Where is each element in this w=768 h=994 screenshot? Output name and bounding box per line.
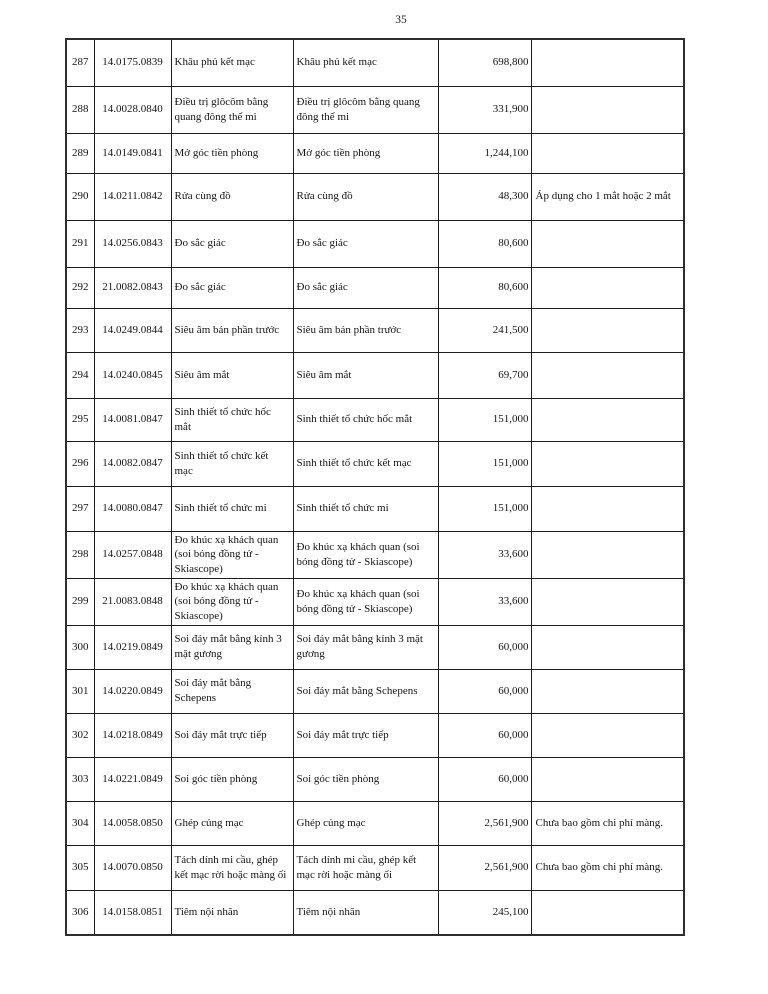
service-name-secondary-cell: Soi đáy mắt bằng kính 3 mặt gương <box>293 625 438 669</box>
price-cell: 151,000 <box>438 486 531 531</box>
service-code-cell: 14.0028.0840 <box>94 86 171 133</box>
price-cell: 60,000 <box>438 757 531 801</box>
table-row <box>66 267 684 308</box>
service-name-secondary-cell: Đo khúc xạ khách quan (soi bóng đồng tử - Skiascope) <box>293 578 438 625</box>
row-number-cell: 304 <box>66 801 94 845</box>
row-number-cell: 301 <box>66 669 94 713</box>
note-cell <box>531 486 684 531</box>
service-code-cell: 14.0220.0849 <box>94 669 171 713</box>
row-number-cell: 288 <box>66 86 94 133</box>
service-code-cell: 14.0256.0843 <box>94 220 171 267</box>
service-name-secondary-cell: Siêu âm bán phần trước <box>293 308 438 352</box>
note-cell <box>531 308 684 352</box>
service-name-secondary-cell: Mở góc tiền phòng <box>293 133 438 173</box>
table-row <box>66 173 684 220</box>
service-name-cell: Soi đáy mắt trực tiếp <box>171 713 293 757</box>
service-code-cell: 14.0257.0848 <box>94 531 171 578</box>
table-row <box>66 669 684 713</box>
service-code-cell: 14.0080.0847 <box>94 486 171 531</box>
service-code-cell: 14.0149.0841 <box>94 133 171 173</box>
service-code-cell: 14.0219.0849 <box>94 625 171 669</box>
service-name-secondary-cell: Siêu âm mắt <box>293 352 438 398</box>
row-number-cell: 296 <box>66 441 94 486</box>
note-cell <box>531 352 684 398</box>
note-cell <box>531 267 684 308</box>
note-cell: Chưa bao gồm chi phí màng. <box>531 801 684 845</box>
note-cell <box>531 220 684 267</box>
service-name-cell: Soi góc tiền phòng <box>171 757 293 801</box>
service-name-secondary-cell: Soi đáy mắt bằng Schepens <box>293 669 438 713</box>
service-name-cell: Khâu phủ kết mạc <box>171 39 293 86</box>
note-cell <box>531 441 684 486</box>
service-code-cell: 14.0082.0847 <box>94 441 171 486</box>
fee-table-body <box>66 39 684 935</box>
service-name-secondary-cell: Đo sắc giác <box>293 267 438 308</box>
note-cell <box>531 39 684 86</box>
table-row <box>66 625 684 669</box>
table-row <box>66 801 684 845</box>
service-code-cell: 21.0082.0843 <box>94 267 171 308</box>
page-number: 35 <box>395 14 407 26</box>
row-number-cell: 306 <box>66 890 94 935</box>
row-number-cell: 300 <box>66 625 94 669</box>
table-row <box>66 308 684 352</box>
row-number-cell: 287 <box>66 39 94 86</box>
table-row <box>66 531 684 578</box>
table-row <box>66 39 684 86</box>
service-name-cell: Rửa cùng đồ <box>171 173 293 220</box>
note-cell <box>531 86 684 133</box>
service-name-secondary-cell: Điều trị glôcôm bằng quang đông thể mi <box>293 86 438 133</box>
row-number-cell: 293 <box>66 308 94 352</box>
service-name-cell: Tách dính mi cầu, ghép kết mạc rời hoặc màng ối <box>171 845 293 890</box>
note-cell <box>531 890 684 935</box>
service-name-cell: Mở góc tiền phòng <box>171 133 293 173</box>
service-name-secondary-cell: Tách dính mi cầu, ghép kết mạc rời hoặc màng ối <box>293 845 438 890</box>
service-name-secondary-cell: Tiêm nội nhãn <box>293 890 438 935</box>
service-name-secondary-cell: Đo sắc giác <box>293 220 438 267</box>
row-number-cell: 289 <box>66 133 94 173</box>
service-name-cell: Đo sắc giác <box>171 267 293 308</box>
service-name-cell: Siêu âm mắt <box>171 352 293 398</box>
service-name-cell: Siêu âm bán phần trước <box>171 308 293 352</box>
service-name-cell: Soi đáy mắt bằng Schepens <box>171 669 293 713</box>
price-cell: 80,600 <box>438 267 531 308</box>
table-row <box>66 486 684 531</box>
row-number-cell: 294 <box>66 352 94 398</box>
service-name-secondary-cell: Đo khúc xạ khách quan (soi bóng đồng tử - Skiascope) <box>293 531 438 578</box>
service-name-cell: Tiêm nội nhãn <box>171 890 293 935</box>
price-cell: 60,000 <box>438 713 531 757</box>
price-cell: 48,300 <box>438 173 531 220</box>
service-name-secondary-cell: Rửa cùng đồ <box>293 173 438 220</box>
service-name-cell: Sinh thiết tổ chức kết mạc <box>171 441 293 486</box>
table-row <box>66 352 684 398</box>
service-name-secondary-cell: Ghép củng mạc <box>293 801 438 845</box>
service-price-table <box>65 38 685 936</box>
price-cell: 60,000 <box>438 625 531 669</box>
price-cell: 2,561,900 <box>438 845 531 890</box>
table-row <box>66 86 684 133</box>
table-row <box>66 757 684 801</box>
price-cell: 69,700 <box>438 352 531 398</box>
service-code-cell: 14.0081.0847 <box>94 398 171 441</box>
service-code-cell: 14.0158.0851 <box>94 890 171 935</box>
table-row <box>66 220 684 267</box>
price-cell: 2,561,900 <box>438 801 531 845</box>
row-number-cell: 295 <box>66 398 94 441</box>
price-cell: 151,000 <box>438 441 531 486</box>
note-cell: Chưa bao gồm chi phí màng. <box>531 845 684 890</box>
price-cell: 151,000 <box>438 398 531 441</box>
price-cell: 241,500 <box>438 308 531 352</box>
note-cell <box>531 133 684 173</box>
service-name-secondary-cell: Soi góc tiền phòng <box>293 757 438 801</box>
table-row <box>66 713 684 757</box>
note-cell <box>531 531 684 578</box>
price-cell: 698,800 <box>438 39 531 86</box>
table-row <box>66 398 684 441</box>
service-name-cell: Sinh thiết tổ chức hốc mắt <box>171 398 293 441</box>
note-cell <box>531 398 684 441</box>
price-cell: 331,900 <box>438 86 531 133</box>
service-code-cell: 14.0058.0850 <box>94 801 171 845</box>
row-number-cell: 297 <box>66 486 94 531</box>
service-name-cell: Ghép củng mạc <box>171 801 293 845</box>
row-number-cell: 292 <box>66 267 94 308</box>
service-code-cell: 21.0083.0848 <box>94 578 171 625</box>
row-number-cell: 290 <box>66 173 94 220</box>
service-name-cell: Đo khúc xạ khách quan (soi bóng đồng tử - Skiascope) <box>171 531 293 578</box>
table-row <box>66 890 684 935</box>
service-code-cell: 14.0221.0849 <box>94 757 171 801</box>
price-cell: 33,600 <box>438 578 531 625</box>
note-cell <box>531 625 684 669</box>
row-number-cell: 299 <box>66 578 94 625</box>
table-row <box>66 133 684 173</box>
service-name-secondary-cell: Sinh thiết tổ chức kết mạc <box>293 441 438 486</box>
note-cell <box>531 757 684 801</box>
price-cell: 60,000 <box>438 669 531 713</box>
service-code-cell: 14.0218.0849 <box>94 713 171 757</box>
table-row <box>66 441 684 486</box>
service-name-secondary-cell: Khâu phủ kết mạc <box>293 39 438 86</box>
service-code-cell: 14.0249.0844 <box>94 308 171 352</box>
price-cell: 245,100 <box>438 890 531 935</box>
service-code-cell: 14.0070.0850 <box>94 845 171 890</box>
service-name-cell: Soi đáy mắt bằng kính 3 mặt gương <box>171 625 293 669</box>
service-name-cell: Đo khúc xạ khách quan (soi bóng đồng tử - Skiascope) <box>171 578 293 625</box>
service-name-cell: Điều trị glôcôm bằng quang đông thể mi <box>171 86 293 133</box>
service-name-cell: Đo sắc giác <box>171 220 293 267</box>
table-row <box>66 845 684 890</box>
note-cell: Áp dụng cho 1 mắt hoặc 2 mắt <box>531 173 684 220</box>
service-code-cell: 14.0240.0845 <box>94 352 171 398</box>
row-number-cell: 305 <box>66 845 94 890</box>
note-cell <box>531 669 684 713</box>
service-code-cell: 14.0175.0839 <box>94 39 171 86</box>
row-number-cell: 298 <box>66 531 94 578</box>
price-cell: 33,600 <box>438 531 531 578</box>
service-name-cell: Sinh thiết tổ chức mi <box>171 486 293 531</box>
service-name-secondary-cell: Sinh thiết tổ chức hốc mắt <box>293 398 438 441</box>
row-number-cell: 302 <box>66 713 94 757</box>
row-number-cell: 303 <box>66 757 94 801</box>
table-row <box>66 578 684 625</box>
note-cell <box>531 713 684 757</box>
service-name-secondary-cell: Soi đáy mắt trực tiếp <box>293 713 438 757</box>
service-name-secondary-cell: Sinh thiết tổ chức mi <box>293 486 438 531</box>
price-cell: 1,244,100 <box>438 133 531 173</box>
service-code-cell: 14.0211.0842 <box>94 173 171 220</box>
note-cell <box>531 578 684 625</box>
row-number-cell: 291 <box>66 220 94 267</box>
price-cell: 80,600 <box>438 220 531 267</box>
